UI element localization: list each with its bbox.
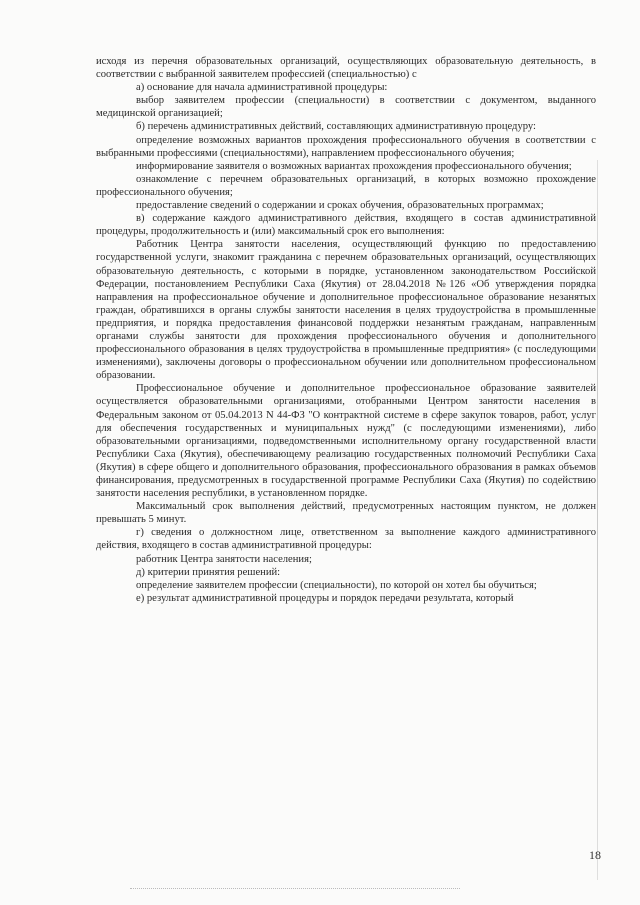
paragraph: Работник Центра занятости населения, осуществляющий функцию по предоставлению государственной услуги, знакомит гражданина с перечнем образовательных организаций, осуществляющих образовательную деятельность, с которыми в порядке, установленном законодательством Российской Федерации, постановлением Республики Саха (Якутия) от 28.04.2018 №126 «Об утверждения порядка направления на профессиональное обучение и дополнительное профессиональное образование незанятых граждан, обратившихся в органы службы занятости населения в целях трудоустройства в промышленные предприятия, и порядка предоставления финансовой поддержки незанятым гражданам, направленным органами службы занятости для прохождения профессионального обучения и дополнительного профессионального образования в целях трудоустройства в промышленные предприятия» (с последующими изменениями), заключены договоры о профессиональном обучении или дополнительном профессиональном образовании. — [96, 239, 596, 382]
paragraph: е) результат административной процедуры и порядок передачи результата, который — [136, 592, 514, 604]
paragraph: Максимальный срок выполнения действий, предусмотренных настоящим пунктом, не должен превышать 5 минут. — [96, 501, 596, 526]
paragraph: г) сведения о должностном лице, ответственном за выполнение каждого административного действия, входящего в состав административной процедуры: — [96, 527, 596, 552]
paragraph: определение заявителем профессии (специальности), по которой он хотел бы обучиться; — [136, 579, 537, 591]
scan-edge-line — [597, 160, 598, 880]
paragraph: исходя из перечня образовательных организаций, осуществляющих образовательную деятельность, в соответствии с выбранной заявителем профессией (специальностью) с — [96, 56, 596, 81]
paragraph: предоставление сведений о содержании и сроках обучения, образовательных программах; — [136, 200, 544, 212]
paragraph: д) критерии принятия решений: — [136, 566, 281, 578]
paragraph: работник Центра занятости населения; — [136, 553, 312, 565]
paragraph: выбор заявителем профессии (специальности) в соответствии с документом, выданного медицинской организацией; — [96, 95, 596, 120]
page-number: 18 — [589, 848, 601, 862]
paragraph: б) перечень административных действий, составляющих административную процедуру: — [136, 121, 536, 133]
document-body — [96, 55, 596, 605]
paragraph: ознакомление с перечнем образовательных организаций, в которых возможно прохождение профессионального обучения; — [96, 173, 596, 198]
paragraph: информирование заявителя о возможных вариантах прохождения профессионального обучения; — [136, 160, 572, 172]
paragraph: в) содержание каждого административного действия, входящего в состав административной процедуры, продолжительность и (или) максимальный срок его выполнения: — [96, 213, 596, 238]
paragraph: определение возможных вариантов прохождения профессионального обучения в соответствии с выбранными профессиями (специальностями), направлением профессионального обучения; — [96, 134, 596, 159]
scan-bottom-mark — [130, 888, 460, 890]
paragraph: а) основание для начала административной процедуры: — [136, 82, 388, 94]
paragraph: Профессиональное обучение и дополнительное профессиональное образование заявителей осуществляется образовательными организациями, отобранными Центром занятости населения в Федеральным законом от 05.04.2013 N 44-ФЗ "О контрактной системе в сфере закупок товаров, работ, услуг для обеспечения государственных и муниципальных нужд" (с последующими изменениями), либо образовательными организациями, подведомственными исполнительному органу государственной власти Республики Саха (Якутия), обеспечивающему реализацию государственных полномочий Республики Саха (Якутия) в сфере общего и дополнительного образования, профессионального образования в рамках объемов финансирования, предусмотренных в государственной программе Республики Саха (Якутия) по содействию занятости населения республики, в установленном порядке. — [96, 383, 596, 500]
